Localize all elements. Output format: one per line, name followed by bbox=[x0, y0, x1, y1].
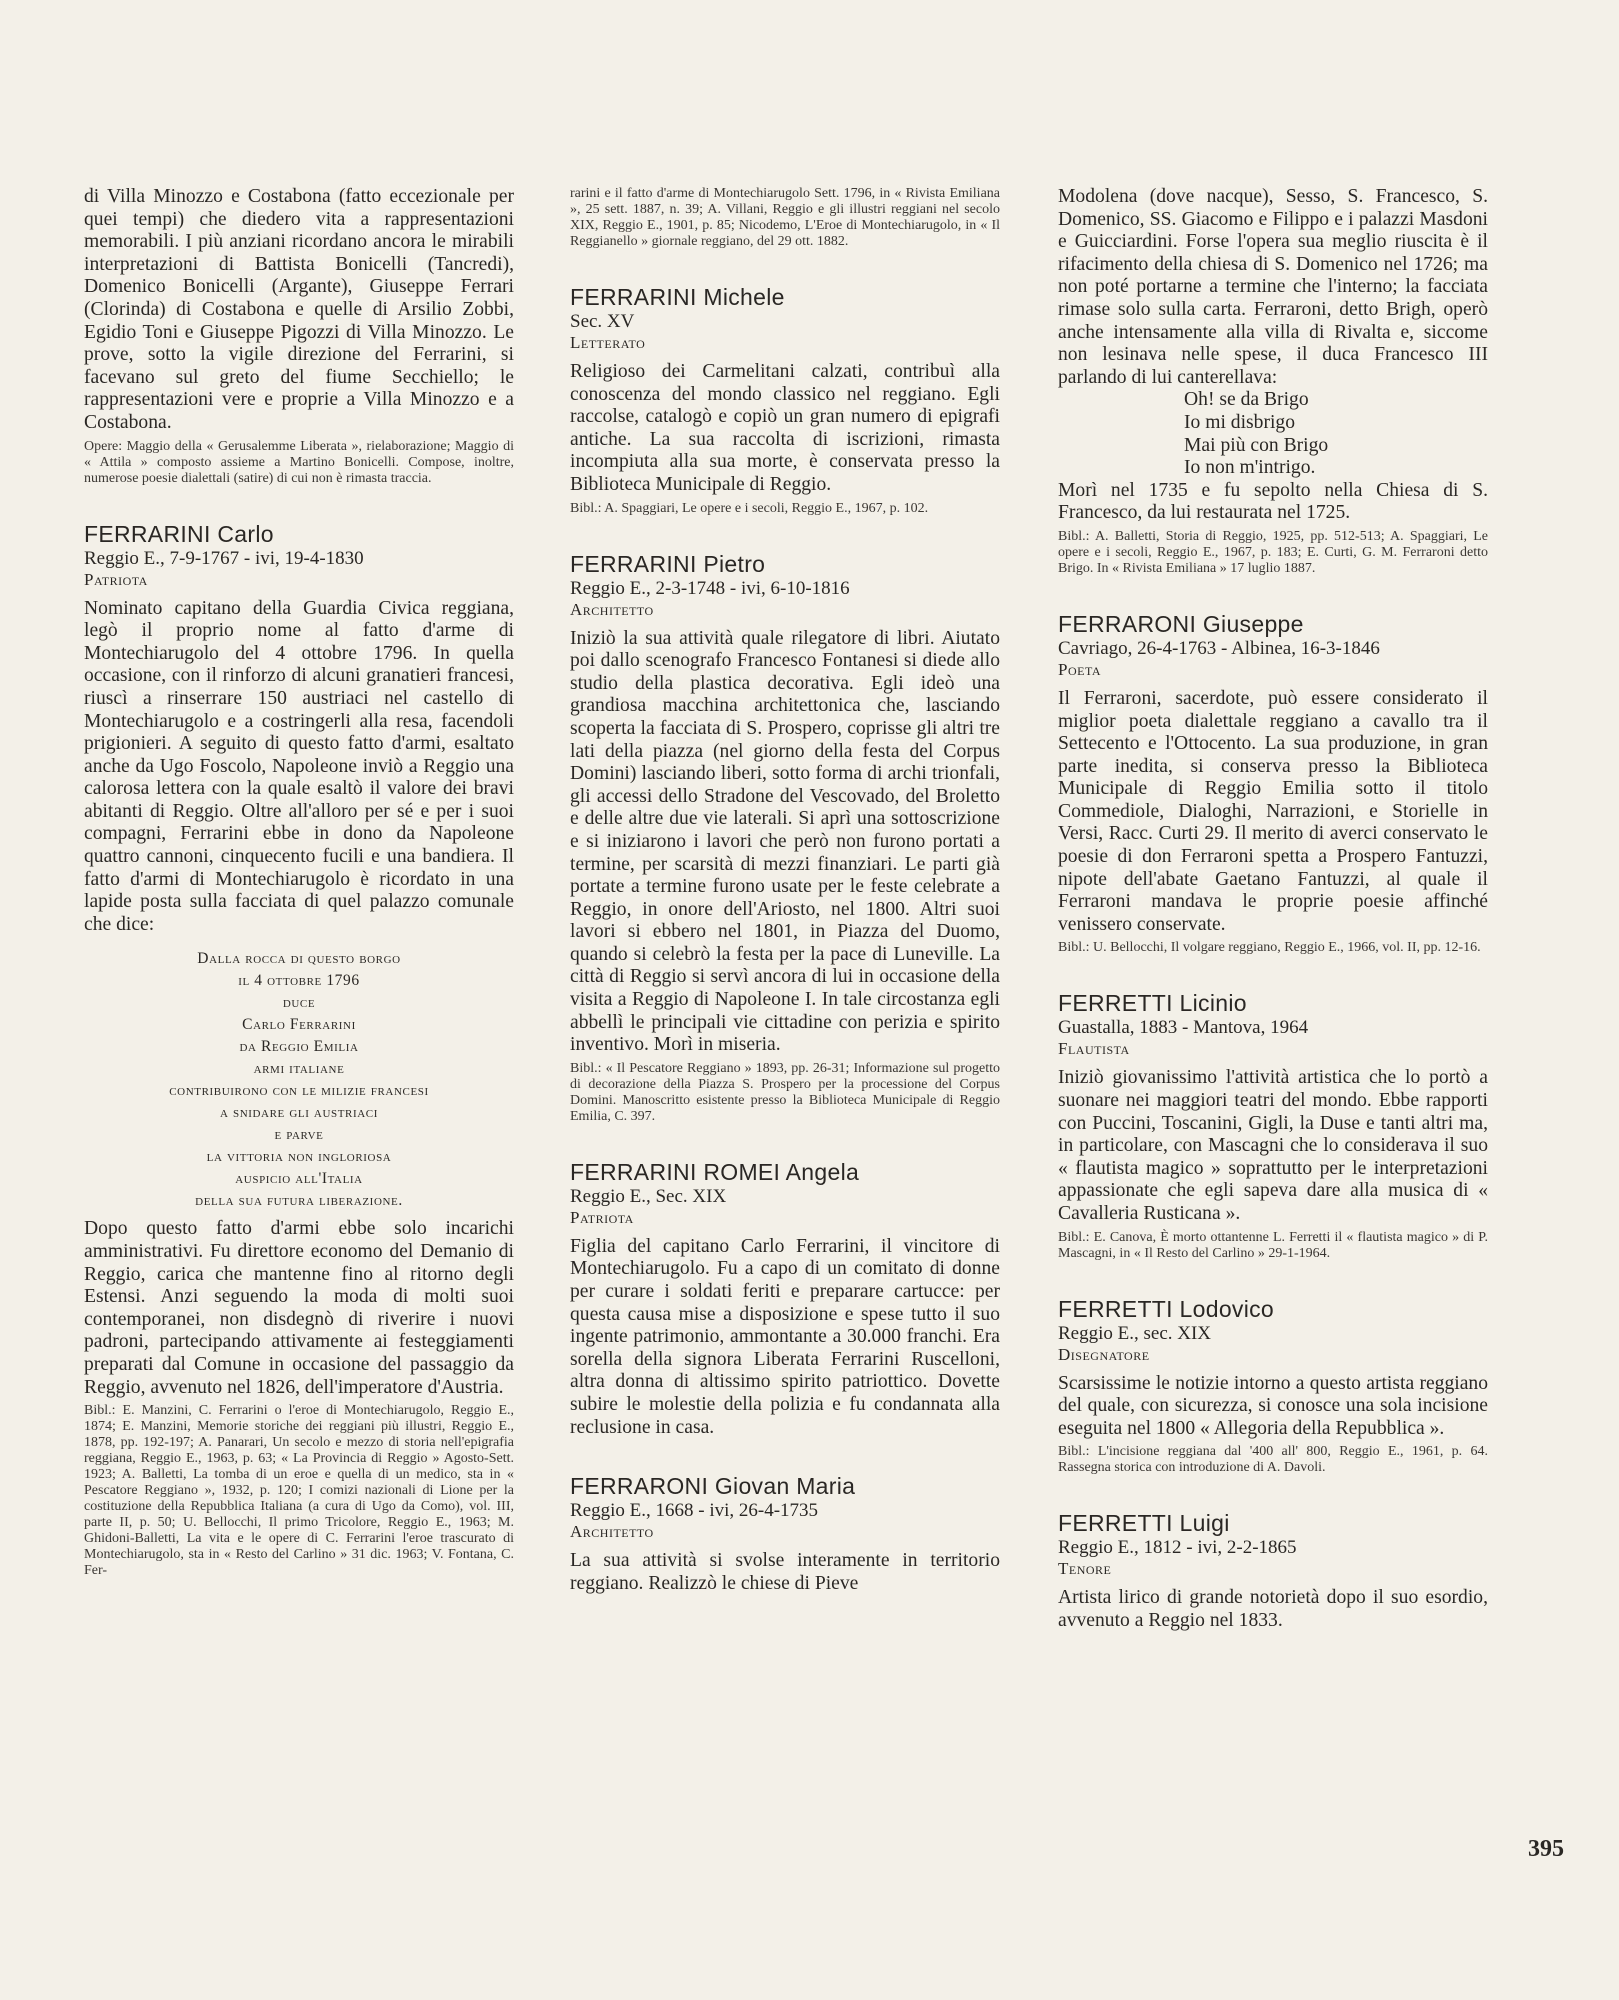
entry-bibliography: Bibl.: E. Manzini, C. Ferrarini o l'eroe di Montechiarugolo, Reggio E., 1874; E. Manzini, Memorie storiche dei reggiani più illustri, Reggio E., 1878, pp. 192-197; A. Panarari, Un secolo e mezzo di storia nell'epigrafia reggiana, Reggio E., 1963, p. 63; « La Provincia di Reggio » Agosto-Sett. 1923; A. Balletti, La tomba di un eroe e quella di un medico, sta in « Pescatore Reggiano », 1932, p. 120; I comizi nazionali di Lione per la costituzione della Repubblica Italiana (a cura di Ugo da Como), vol. III, parte II, p. 50; U. Bellocchi, Il primo Tricolore, Reggio E., 1963; M. Ghidoni-Balletti, La vita e le opere di C. Ferrarini l'eroe trascurato di Montechiarugolo, sta in « Resto del Carlino » 31 dic. 1963; V. Fontana, C. Fer- bbox=[84, 1403, 514, 1579]
entry-bibliography: Bibl.: U. Bellocchi, Il volgare reggiano, Reggio E., 1966, vol. II, pp. 12-16. bbox=[1058, 940, 1481, 956]
entry-dates: Cavriago, 26-4-1763 - Albinea, 16-3-1846 bbox=[1058, 637, 1380, 659]
entry-role: Disegnatore bbox=[1058, 1344, 1150, 1364]
works-note: Opere: Maggio della « Gerusalemme Liberata », rielaborazione; Maggio di « Attila » composto assieme a Martino Bonicelli. Compose, inoltre, numerose poesie dialettali (satire) di cui non è rimasta traccia. bbox=[84, 438, 514, 486]
epigraph-line: contribuirono con le milizie francesi bbox=[169, 1082, 429, 1100]
epigraph-line: armi italiane bbox=[253, 1060, 345, 1078]
epigraph-line: il 4 ottobre 1796 bbox=[238, 972, 360, 990]
verse bbox=[1058, 389, 1488, 479]
entry-role: Poeta bbox=[1058, 659, 1101, 679]
verse-line: Io mi disbrigo bbox=[1184, 411, 1296, 433]
epigraph-line: della sua futura liberazione. bbox=[195, 1192, 403, 1210]
entry-text: Scarsissime le notizie intorno a questo artista reggiano del quale, con sicurezza, si conosce una sola incisione eseguita nel 1800 « Allegoria della Repubblica ». bbox=[1058, 1372, 1488, 1439]
entry-ferraroni-giuseppe bbox=[1058, 611, 1488, 957]
entry-text: Iniziò giovanissimo l'attività artistica che lo portò a suonare nei maggiori teatri del mondo. Ebbe rapporti con Puccini, Toscanini, Gigli, la Duse e tanti altri ma, in particolare, con Mascagni che lo considerava il suo « flautista magico » soprattutto per le interpretazioni appassionate che egli sapeva dare alla musica di « Cavalleria Rusticana ». bbox=[1058, 1067, 1488, 1224]
entry-surname: FERRETTI bbox=[1058, 990, 1173, 1017]
entry-continuation bbox=[84, 186, 514, 487]
column-1 bbox=[84, 186, 514, 1579]
entry-heading bbox=[84, 521, 514, 548]
epigraph-line: a snidare gli austriaci bbox=[219, 1104, 379, 1122]
entry-role: Flautista bbox=[1058, 1039, 1130, 1059]
entry-dates: Reggio E., Sec. XIX bbox=[570, 1185, 727, 1207]
entry-heading bbox=[1058, 1510, 1488, 1537]
entry-ferretti-licinio bbox=[1058, 990, 1488, 1261]
entry-ferrarini-carlo bbox=[84, 521, 514, 1580]
entry-text: Figlia del capitano Carlo Ferrarini, il vincitore di Montechiarugolo. Fu a capo di un comitato di donne per curare i soldati feriti e preparare cartucce: per questa causa mise a disposizione e spese tutto il suo ingente patrimonio, ammontante a 30.000 franchi. Era sorella della signora Liberata Ferrarini Ruscelloni, altra donna di altissimo spirito patriottico. Dovette subire le molestie della polizia e fu condannata alla reclusione in casa. bbox=[570, 1235, 1000, 1438]
entry-ferrarini-pietro bbox=[570, 551, 1000, 1125]
entry-given-name: Luigi bbox=[1179, 1510, 1230, 1537]
entry-bibliography: Bibl.: A. Spaggiari, Le opere e i secoli, Reggio E., 1967, p. 102. bbox=[570, 500, 929, 516]
entry-text: Morì nel 1735 e fu sepolto nella Chiesa di S. Francesco, da lui restaurata nel 1725. bbox=[1058, 479, 1488, 524]
entry-bibliography: Bibl.: A. Balletti, Storia di Reggio, 1925, pp. 512-513; A. Spaggiari, Le opere e i secoli, Reggio E., 1967, p. 183; E. Curti, G. M. Ferraroni detto Brigo. In « Rivista Emiliana » 17 luglio 1887. bbox=[1058, 528, 1488, 576]
entry-given-name: Carlo bbox=[217, 520, 274, 547]
entry-surname: FERRARINI bbox=[570, 550, 697, 577]
entry-text: Dopo questo fatto d'armi ebbe solo incarichi amministrativi. Fu direttore economo del Demanio di Reggio, carica che mantenne fino al ritorno degli Estensi. Anzi seguendo la moda di molti suoi contemporanei, non disdegnò di riverire i nuovi padroni, partecipando attivamente ai festeggiamenti preparati dal Comune in occasione del passaggio da Reggio, avvenuto nel 1826, dell'imperatore d'Austria. bbox=[84, 1218, 514, 1398]
bibliography-continuation bbox=[570, 186, 1000, 250]
entry-text: Il Ferraroni, sacerdote, può essere considerato il miglior poeta dialettale reggiano a cavallo tra il Settecento e l'Ottocento. La sua produzione, in gran parte inedita, si conserva presso la Biblioteca Municipale di Reggio Emilia sotto il titolo Commediole, Dialoghi, Narrazioni, e Storielle in Versi, Racc. Curti 29. Il merito di averci conservato le poesie di don Ferraroni spetta a Prospero Fantuzzi, nipote dell'abate Gaetano Fantuzzi, al quale il Ferraroni mandava le proprie poesie affinché venissero conservate. bbox=[1058, 687, 1488, 935]
entry-ferrarini-michele bbox=[570, 284, 1000, 517]
entry-surname: FERRARONI bbox=[1058, 610, 1197, 637]
entry-role: Architetto bbox=[570, 1522, 654, 1542]
entry-given-name: Pietro bbox=[703, 550, 766, 577]
entry-given-name: Licinio bbox=[1179, 990, 1247, 1017]
epigraph-line: Dalla rocca di questo borgo bbox=[197, 950, 401, 968]
entry-surname: FERRETTI bbox=[1058, 1510, 1173, 1537]
entry-surname: FERRARINI ROMEI bbox=[570, 1158, 781, 1185]
entry-ferretti-lodovico bbox=[1058, 1296, 1488, 1477]
entry-heading bbox=[570, 284, 1000, 311]
epigraph-line: auspicio all'Italia bbox=[235, 1170, 363, 1188]
entry-dates: Reggio E., sec. XIX bbox=[1058, 1322, 1212, 1344]
entry-dates: Reggio E., 7-9-1767 - ivi, 19-4-1830 bbox=[84, 547, 364, 569]
epigraph-line: e parve bbox=[274, 1126, 324, 1144]
entry-role: Patriota bbox=[84, 569, 148, 589]
epigraph-line: duce bbox=[282, 994, 316, 1012]
entry-heading bbox=[570, 1159, 1000, 1186]
entry-ferretti-luigi bbox=[1058, 1510, 1488, 1632]
entry-bibliography: Bibl.: « Il Pescatore Reggiano » 1893, pp. 26-31; Informazione sul progetto di decorazione della Piazza S. Prospero per la processione del Corpus Domini. Manoscritto esistente presso la Biblioteca Municipale di Reggio Emilia, C. 397. bbox=[570, 1060, 1000, 1124]
entry-dates: Reggio E., 1812 - ivi, 2-2-1865 bbox=[1058, 1537, 1297, 1559]
entry-ferraroni-giovan-maria bbox=[570, 1473, 1000, 1595]
epigraph-line: Carlo Ferrarini bbox=[242, 1016, 356, 1034]
verse-line: Mai più con Brigo bbox=[1184, 434, 1329, 456]
entry-given-name: Lodovico bbox=[1179, 1295, 1275, 1322]
entry-surname: FERRARINI bbox=[570, 284, 697, 310]
entry-text: di Villa Minozzo e Costabona (fatto eccezionale per quei tempi) che diedero vita a rappresentazioni memorabili. I più anziani ricordano ancora le mirabili interpretazioni di Battista Bonicelli (Tancredi), Domenico Bonicelli (Argante), Giuseppe Ferrari (Clorinda) di Costabona e quelle di Arsilio Zobbi, Egidio Toni e Giuseppe Pigozzi di Villa Minozzo. Le prove, sotto la vigile direzione del Ferrarini, si facevano sul greto del fiume Secchiello; le rappresentazioni vere e proprie a Villa Minozzo e a Costabona. bbox=[84, 186, 514, 433]
entry-given-name: Angela bbox=[785, 1158, 860, 1185]
entry-surname: FERRARINI bbox=[84, 520, 211, 547]
epigraph-line: da Reggio Emilia bbox=[239, 1038, 359, 1056]
entry-given-name: Giovan Maria bbox=[714, 1473, 856, 1500]
entry-heading bbox=[570, 1473, 1000, 1500]
entry-bibliography: Bibl.: L'incisione reggiana dal '400 all' 800, Reggio E., 1961, p. 64. Rassegna storica con introduzione di A. Davoli. bbox=[1058, 1444, 1488, 1476]
entry-surname: FERRETTI bbox=[1058, 1295, 1173, 1322]
entry-heading bbox=[1058, 1296, 1488, 1323]
entry-text: La sua attività si svolse interamente in territorio reggiano. Realizzò le chiese di Pieve bbox=[570, 1550, 1000, 1594]
entry-dates: Sec. XV bbox=[570, 311, 635, 332]
entry-text: Iniziò la sua attività quale rilegatore di libri. Aiutato poi dallo scenografo Francesco Fontanesi si diede allo studio della plastica decorativa. Egli ideò una grandiosa macchina architettonica che, lasciando scoperta la facciata di S. Prospero, coprisse gli altri tre lati della piazza (nel giorno della festa del Corpus Domini) lasciando liberi, sotto forma di archi trionfali, gli accessi dello Stradone del Vescovado, del Broletto e delle altre due vie laterali. Si aprì una sottoscrizione e si iniziarono i lavori che però non furono portati a termine, per scarsità di mezzi finanziari. Le parti già portate a termine furono usate per le feste celebrate a Reggio, in onore dell'Ariosto, nel 1800. Altri suoi lavori si ebbero nel 1801, in Piazza del Duomo, quando si celebrò la festa per la pace di Luneville. La città di Reggio si servì ancora di lui in occasione della visita a Reggio di Napoleone I. In tale circostanza egli abbellì le principali vie cittadine con perizia e spirito inventivo. Morì in miseria. bbox=[570, 627, 1000, 1056]
entry-dates: Reggio E., 2-3-1748 - ivi, 6-10-1816 bbox=[570, 577, 850, 599]
entry-bibliography: rarini e il fatto d'arme di Montechiarugolo Sett. 1796, in « Rivista Emiliana », 25 sett. 1887, n. 39; A. Villani, Reggio e gli illustri reggiani nel secolo XIX, Reggio E., 1901, p. 85; Nicodemo, L'Eroe di Montechiarugolo, in « Il Reggianello » giornale reggiano, del 29 ott. 1882. bbox=[570, 186, 1000, 249]
entry-bibliography: Bibl.: E. Canova, È morto ottantenne L. Ferretti il « flautista magico » di P. Mascagni, in « Il Resto del Carlino » 29-1-1964. bbox=[1058, 1229, 1488, 1261]
entry-given-name: Giuseppe bbox=[1202, 610, 1304, 637]
entry-heading bbox=[1058, 611, 1488, 638]
entry-role: Patriota bbox=[570, 1207, 634, 1227]
page-number: 395 bbox=[1528, 1836, 1564, 1862]
entry-text: Modolena (dove nacque), Sesso, S. Francesco, S. Domenico, SS. Giacomo e Filippo e i palazzi Masdoni e Guicciardini. Forse l'opera sua meglio riuscita è il rifacimento della chiesa di S. Domenico nel 1726; ma non poté portarne a termine che l'interno; la facciata rimase solo sulla carta. Ferraroni, detto Brigh, operò anche intensamente alla villa di Rivalta e, siccome non lesinava nelle spese, il duca Francesco III parlando di lui canterellava: bbox=[1058, 186, 1488, 388]
verse-line: Oh! se da Brigo bbox=[1184, 389, 1309, 411]
entry-role: Letterato bbox=[570, 333, 646, 352]
entry-continuation bbox=[1058, 186, 1488, 577]
entry-surname: FERRARONI bbox=[570, 1473, 709, 1500]
entry-text: Religioso dei Carmelitani calzati, contribuì alla conoscenza del mondo classico nel reggiano. Egli raccolse, catalogò e copiò un gran numero di epigrafi antiche. La sua raccolta di iscrizioni, rimasta incompiuta alla sua morte, è conservata presso la Biblioteca Municipale di Reggio. bbox=[570, 361, 1000, 495]
entry-role: Tenore bbox=[1058, 1559, 1112, 1579]
entry-text: Artista lirico di grande notorietà dopo il suo esordio, avvenuto a Reggio nel 1833. bbox=[1058, 1587, 1488, 1631]
column-2 bbox=[570, 186, 1000, 1595]
verse-line: Io non m'intrigo. bbox=[1184, 457, 1316, 479]
entry-dates: Reggio E., 1668 - ivi, 26-4-1735 bbox=[570, 1500, 819, 1522]
entry-given-name: Michele bbox=[703, 284, 785, 310]
epigraph bbox=[84, 948, 514, 1212]
entry-dates: Guastalla, 1883 - Mantova, 1964 bbox=[1058, 1017, 1309, 1039]
entry-role: Architetto bbox=[570, 599, 654, 619]
entry-ferrarini-romei-angela bbox=[570, 1159, 1000, 1439]
column-3 bbox=[1058, 186, 1488, 1633]
entry-heading bbox=[570, 551, 1000, 578]
entry-heading bbox=[1058, 990, 1488, 1017]
epigraph-line: la vittoria non ingloriosa bbox=[206, 1148, 392, 1166]
entry-text: Nominato capitano della Guardia Civica reggiana, legò il proprio nome al fatto d'arme di Montechiarugolo del 4 ottobre 1796. In quella occasione, con il rinforzo di alcuni granatieri francesi, riuscì a rinserrare 150 austriaci nel castello di Montechiarugolo e a costringerli alla resa, facendoli prigionieri. A seguito di questo fatto d'armi, esaltato anche da Ugo Foscolo, Napoleone inviò a Reggio una calorosa lettera con la quale esaltò il valore dei bravi abitanti di Reggio. Oltre all'alloro per sé e per i suoi compagni, Ferrarini ebbe in dono da Napoleone quattro cannoni, cinquecento fucili e una bandiera. Il fatto d'armi di Montechiarugolo è ricordato in una lapide posta sulla facciata di quel palazzo comunale che dice: bbox=[84, 597, 514, 935]
